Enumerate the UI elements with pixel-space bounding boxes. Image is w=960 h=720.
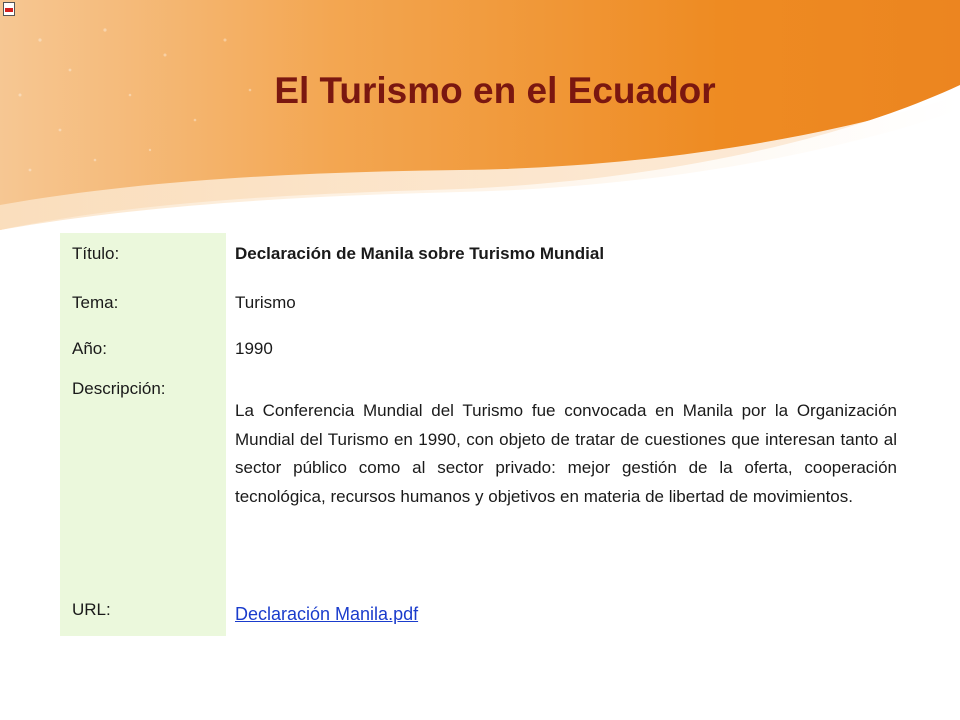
label-tema: Tema:	[72, 293, 119, 312]
value-anio: 1990	[235, 339, 273, 358]
label-titulo: Título:	[72, 244, 120, 263]
label-anio: Año:	[72, 339, 107, 358]
url-link[interactable]: Declaración Manila.pdf	[235, 604, 419, 624]
pdf-file-icon	[3, 2, 15, 16]
value-tema: Turismo	[235, 293, 296, 312]
value-titulo: Declaración de Manila sobre Turismo Mundial	[235, 244, 605, 263]
label-url: URL:	[72, 600, 111, 619]
label-descripcion: Descripción:	[72, 379, 166, 398]
value-descripcion: La Conferencia Mundial del Turismo fue convocada en Manila por la Organización Mundial del Turismo en 1990, con objeto de tratar de cuestiones que interesan tanto al sector público como al sector privado: mejor gestión de la oferta, cooperación tecnológica, recursos humanos y objetivos en materia de libertad de movimientos.	[235, 401, 897, 506]
slide-title: El Turismo en el Ecuador	[274, 70, 716, 111]
orange-banner	[0, 0, 960, 230]
